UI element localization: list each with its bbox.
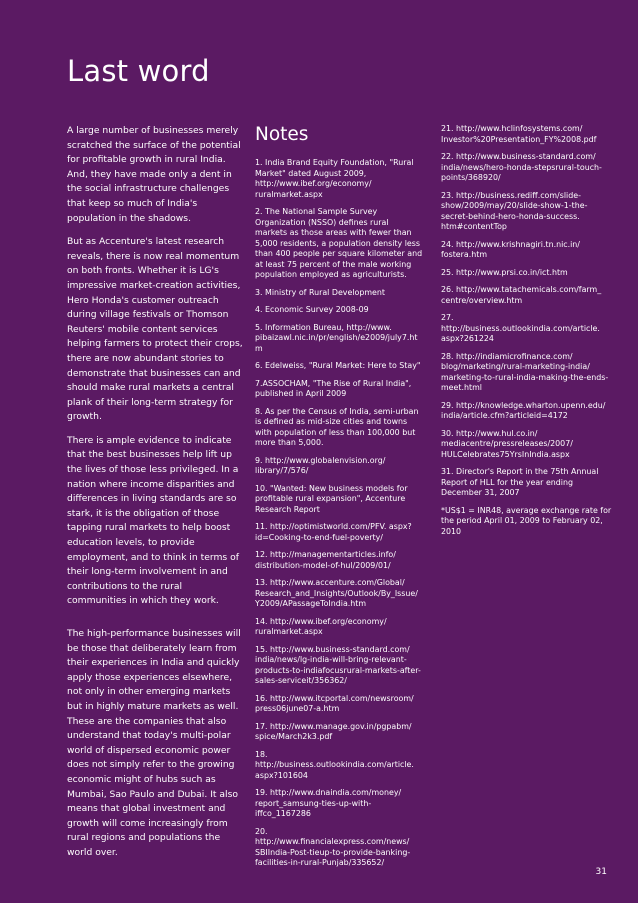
note-item: 12. http://managementarticles.info/ distribution-model-of-hul/2009/01/ xyxy=(255,550,396,570)
page-number: 31 xyxy=(595,867,607,877)
note-item: 31. Director's Report in the 75th Annual Report of HLL for the year ending December 31, 2007 xyxy=(441,467,599,497)
note-item: 24. http://www.krishnagiri.tn.nic.in/ fostera.htm xyxy=(441,239,580,259)
note-item: 20. http://www.financialexpress.com/news/ SBIIndia-Post-tieup-to-provide-banking-facilities-in-rural-Punjab/335652/ xyxy=(255,826,411,867)
body-paragraph: The high-performance businesses will be those that deliberately learn from their experiences in India and quickly apply those experiences elsewhere, not only in other emerging markets but in highly mature markets as well. These are the companies that also understand that today's multi-polar world of dispersed economic power does not simply refer to the growing economic might of hubs such as Mumbai, Sao Paulo and Dubai. It also means that global investment and growth will come increasingly from rural regions and populations the world over. xyxy=(67,628,241,858)
note-item: 3. Ministry of Rural Development xyxy=(255,287,385,297)
body-paragraph: There is ample evidence to indicate that the best businesses help lift up the lives of those less privileged. In a nation where income disparities and differences in living standards are so stark, it is the obligation of those tapping rural markets to help boost education levels, to provide employment, and to think in terms of their long-term involvement in and contributions to the rural communities in which they work. xyxy=(67,434,239,607)
note-item: 6. Edelweiss, "Rural Market: Here to Stay" xyxy=(255,361,421,370)
note-item: 10. "Wanted: New business models for profitable rural expansion", Accenture Research Report xyxy=(255,483,408,514)
note-item: 5. Information Bureau, http://www. pibaizawl.nic.in/pr/english/e2009/july7.htm xyxy=(255,322,418,353)
note-item: 9. http://www.globalenvision.org/ library/7/576/ xyxy=(255,455,386,475)
note-item: 28. http://indiamicrofinance.com/ blog/marketing/rural-marketing-india/ marketing-to-rural-india-making-the-ends-meet.html xyxy=(441,351,609,392)
note-item: 2. The National Sample Survey Organization (NSSO) defines rural markets as those areas with fewer than 5,000 residents, a population density less than 400 people per square kilometer and at least 75 percent of the male working population employed as agriculturists. xyxy=(255,207,423,279)
note-item: 1. India Brand Equity Foundation, "Rural Market" dated August 2009, http://www.ibef.org/economy/ ruralmarket.aspx xyxy=(255,158,414,199)
note-item: 21. http://www.hclinfosystems.com/ Investor%20Presentation_FY%2008.pdf xyxy=(441,124,597,144)
note-item: 14. http://www.ibef.org/economy/ ruralmarket.aspx xyxy=(255,616,387,636)
note-item: 7.ASSOCHAM, "The Rise of Rural India", published in April 2009 xyxy=(255,378,412,398)
note-item: 11. http://optimistworld.com/PFV. aspx?id=Cooking-to-end-fuel-poverty/ xyxy=(255,522,412,542)
notes-column-1 xyxy=(255,124,423,876)
note-item: 26. http://www.tatachemicals.com/farm_ centre/overview.htm xyxy=(441,285,602,305)
body-column xyxy=(67,124,243,870)
page-title: Last word xyxy=(67,54,210,88)
note-item: 4. Economic Survey 2008-09 xyxy=(255,305,369,314)
note-item: 30. http://www.hul.co.in/ mediacentre/pressreleases/2007/ HULCelebrates75YrsInIndia.aspx xyxy=(441,428,573,459)
notes-heading: Notes xyxy=(255,124,309,145)
note-item: 18. http://business.outlookindia.com/article. aspx?101604 xyxy=(255,749,414,780)
notes-column-2 xyxy=(441,124,613,544)
note-item: 8. As per the Census of India, semi-urban is defined as mid-size cities and towns with population of less than 100,000 but more than 5,000. xyxy=(255,406,419,447)
note-item: 27. http://business.outlookindia.com/article. aspx?261224 xyxy=(441,313,600,343)
note-item: 29. http://knowledge.wharton.upenn.edu/ india/article.cfm?articleid=4172 xyxy=(441,400,606,420)
footnote-exchange-rate: *US$1 = INR48, average exchange rate for the period April 01, 2009 to February 02, 2010 xyxy=(441,505,612,536)
body-paragraph: A large number of businesses merely scratched the surface of the potential for profitable growth in rural India. And, they have made only a dent in the social infrastructure challenges that keep so much of India's population in the shadows. xyxy=(67,125,241,224)
note-item: 16. http://www.itcportal.com/newsroom/ press06june07-a.htm xyxy=(255,693,414,713)
note-item: 19. http://www.dnaindia.com/money/ report_samsung-ties-up-with-iffco_1167286 xyxy=(255,788,402,818)
note-item: 15. http://www.business-standard.com/ india/news/lg-india-will-bring-relevant-products-to-indiafocusrural-markets-after-sales-serviceit/356362/ xyxy=(255,644,421,685)
note-item: 22. http://www.business-standard.com/ india/news/hero-honda-stepsrural-touch-points/368920/ xyxy=(441,152,602,182)
note-item: 13. http://www.accenture.com/Global/ Research_and_Insights/Outlook/By_Issue/ Y2009/APassageToIndia.htm xyxy=(255,578,418,608)
note-item: 25. http://www.prsi.co.in/ict.htm xyxy=(441,267,568,277)
body-paragraph: But as Accenture's latest research reveals, there is now real momentum on both fronts. Whether it is LG's impressive market-creation activities, Hero Honda's customer outreach during village festivals or Thomson Reuters' mobile content services helping farmers to protect their crops, there are now abundant stories to demonstrate that businesses can and should make rural markets a central plank of their long-term strategy for growth. xyxy=(67,236,243,423)
note-item: 17. http://www.manage.gov.in/pgpabm/ spice/March2k3.pdf xyxy=(255,721,412,741)
note-item: 23. http://business.rediff.com/slide-show/2009/may/20/slide-show-1-the-secret-behind-hero-honda-success. htm#contentTop xyxy=(441,190,588,231)
